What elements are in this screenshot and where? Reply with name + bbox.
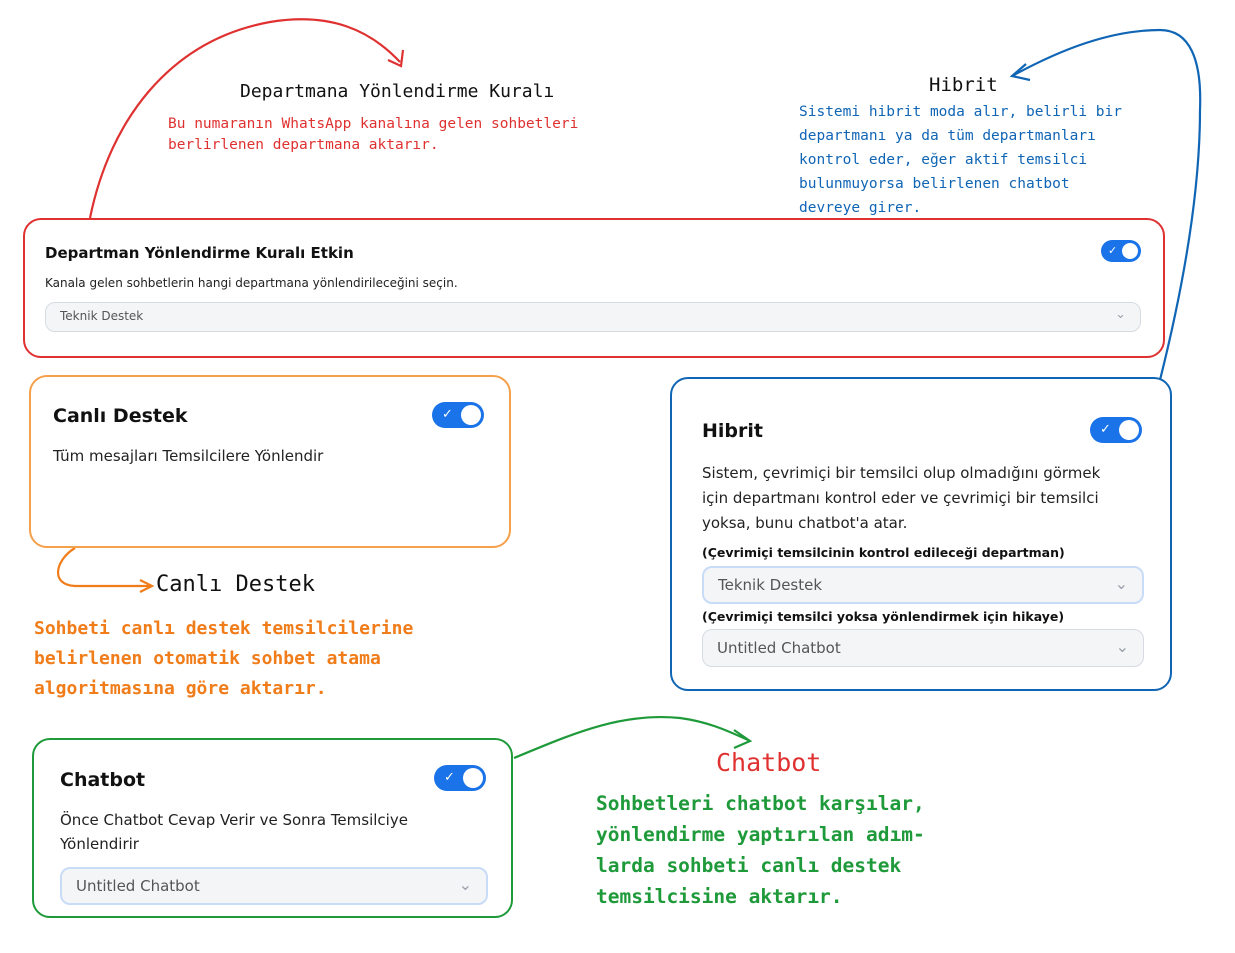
hybrid-story-select[interactable] [702,629,1144,667]
live-support-title: Canlı Destek [53,405,188,427]
green-arrow-head [734,730,750,748]
department-rule-card [23,218,1165,358]
chevron-down-icon: ⌄ [1115,307,1126,322]
check-icon: ✓ [1100,422,1111,437]
toggle-knob [463,768,483,788]
department-rule-select[interactable] [45,302,1141,332]
live-support-description: Tüm mesajları Temsilcilere Yönlendir [53,447,324,465]
annotation-department-rule-text: Bu numaranın WhatsApp kanalına gelen sohbetleri berlirlenen departmana aktarır. [168,116,579,153]
department-rule-select-value: Teknik Destek [60,309,144,323]
annotation-hybrid-text: Sistemi hibrit moda alır, belirli bir departmanı ya da tüm departmanları kontrol eder, eğer aktif temsilci bulunmuyorsa belirlenen chatbot devreye girer. [799,104,1123,216]
hybrid-toggle[interactable] [1090,417,1142,443]
department-rule-toggle[interactable] [1101,240,1141,262]
annotation-chatbot-text: Sohbetleri chatbot karşılar, yönlendirme yaptırılan adım- larda sohbeti canlı destek temsilcisine aktarır. [596,792,925,908]
check-icon: ✓ [1108,244,1118,257]
chatbot-toggle[interactable] [434,765,486,791]
hybrid-story-select-value: Untitled Chatbot [717,639,841,657]
annotation-hybrid-title: Hibrit [929,74,998,96]
annotation-live-support-text: Sohbeti canlı destek temsilcilerine belirlenen otomatik sohbet atama algoritmasına göre aktarır. [34,618,414,699]
chevron-down-icon: ⌄ [1114,574,1128,593]
orange-arrow [58,548,150,586]
chatbot-description: Önce Chatbot Cevap Verir ve Sonra Temsilciye Yönlendirir [60,811,408,853]
hybrid-description: Sistem, çevrimiçi bir temsilci olup olmadığını görmek için departmanı kontrol eder ve çevrimiçi bir temsilci yoksa, bunu chatbot'a atar. [702,464,1101,532]
hybrid-department-select[interactable] [702,566,1144,604]
chatbot-title: Chatbot [60,769,146,791]
hybrid-department-label: (Çevrimiçi temsilcinin kontrol edileceği departman) [702,545,1065,560]
hybrid-card [670,377,1172,691]
check-icon: ✓ [444,770,455,785]
annotation-live-support-title: Canlı Destek [156,572,315,597]
hybrid-department-select-value: Teknik Destek [718,576,823,594]
live-support-toggle[interactable] [432,402,484,428]
department-rule-title: Departman Yönlendirme Kuralı Etkin [45,244,354,262]
live-support-card [29,375,511,548]
hybrid-title: Hibrit [702,420,763,442]
green-arrow [514,717,748,758]
hybrid-story-label: (Çevrimiçi temsilci yoksa yönlendirmek için hikaye) [702,609,1065,624]
chevron-down-icon: ⌄ [1115,637,1129,656]
toggle-knob [1119,420,1139,440]
chevron-down-icon: ⌄ [458,875,472,894]
department-rule-description: Kanala gelen sohbetlerin hangi departmana yönlendirileceğini seçin. [45,276,458,290]
annotation-department-rule-title: Departmana Yönlendirme Kuralı [240,81,555,102]
chatbot-card [32,738,513,918]
chatbot-select-value: Untitled Chatbot [76,877,200,895]
toggle-knob [461,405,481,425]
chatbot-select[interactable] [60,867,488,905]
annotation-chatbot-title: Chatbot [716,748,822,777]
check-icon: ✓ [442,407,453,422]
toggle-knob [1122,243,1138,259]
